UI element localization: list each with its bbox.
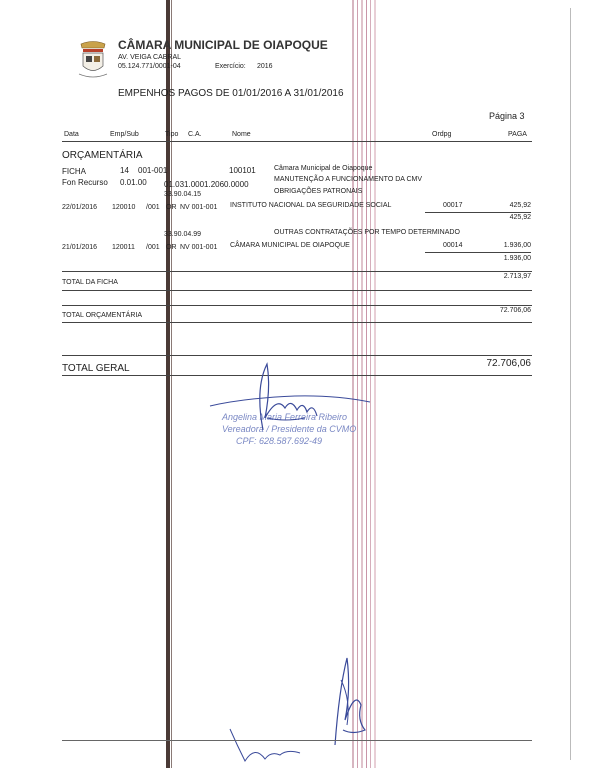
page-edge [570, 8, 571, 760]
subtotal-rule [425, 252, 531, 253]
unit-code: 100101 [229, 166, 256, 175]
binding-stripe-dark [166, 0, 170, 768]
institution-name: CÂMARA MUNICIPAL DE OIAPOQUE [118, 38, 328, 52]
col-data: Data [64, 131, 79, 138]
total-ficha-bottom-rule [62, 290, 532, 291]
row-date: 22/01/2016 [62, 204, 98, 211]
stamp-name: Angelina Maria Ferreira Ribeiro [222, 412, 348, 422]
row-emp: 120010 [112, 204, 136, 211]
footer-rule [62, 740, 532, 741]
total-geral-label: TOTAL GERAL [62, 363, 130, 374]
row-paga: 1.936,00 [503, 242, 531, 249]
coat-of-arms-icon [77, 40, 109, 80]
element-code: 33.90.04.15 [164, 191, 201, 198]
program-name: MANUTENÇÃO A FUNCIONAMENTO DA CMV [274, 176, 423, 183]
exercicio-value: 2016 [257, 63, 273, 70]
row-sub: /001 [146, 204, 160, 211]
row-tipo: OR [166, 244, 177, 251]
element-name: OBRIGAÇÕES PATRONAIS [274, 188, 363, 195]
initials-mark-bottom [225, 725, 305, 765]
subtotal-value: 425,92 [509, 214, 531, 221]
row-name: CÂMARA MUNICIPAL DE OIAPOQUE [230, 242, 350, 249]
total-geral-rule [62, 355, 532, 356]
total-orcamentaria-bottom-rule [62, 322, 532, 323]
row-ca: NV 001-001 [180, 244, 218, 251]
row-name: INSTITUTO NACIONAL DA SEGURIDADE SOCIAL [230, 202, 392, 209]
total-ficha-rule [62, 271, 532, 272]
row-ordpg: 00017 [443, 202, 463, 209]
total-ficha-value: 2.713,97 [503, 273, 531, 280]
col-nome: Nome [232, 131, 251, 138]
ficha-code: 001-001 [138, 166, 168, 175]
total-orcamentaria-rule [62, 305, 532, 306]
initials-mark [325, 650, 375, 750]
element-name: OUTRAS CONTRATAÇÕES POR TEMPO DETERMINADO [274, 229, 460, 236]
fon-recurso-value: 0.01.00 [120, 178, 147, 187]
cnpj: 05.124.771/0001-04 [118, 63, 181, 70]
ficha-number: 14 [120, 166, 129, 175]
row-sub: /001 [146, 244, 160, 251]
row-ca: NV 001-001 [180, 204, 218, 211]
col-emp-sub: Emp/Sub [110, 131, 139, 138]
fon-recurso-label: Fon Recurso [62, 178, 108, 187]
exercicio-label: Exercício: [215, 63, 246, 70]
row-emp: 120011 [112, 244, 135, 251]
page-number: Página 3 [489, 111, 525, 121]
col-tipo: Tipo [165, 131, 179, 138]
subtotal-rule [425, 212, 531, 213]
col-ca: C.A. [188, 131, 202, 138]
report-title: EMPENHOS PAGOS DE 01/01/2016 A 31/01/2016 [118, 88, 344, 99]
program-code: 01.031.0001.2060.0000 [164, 180, 249, 189]
section-title: ORÇAMENTÁRIA [62, 150, 143, 161]
row-tipo: OR [166, 204, 177, 211]
stamp-cpf: CPF: 628.587.692-49 [236, 436, 323, 446]
total-orcamentaria-label: TOTAL ORÇAMENTÁRIA [62, 312, 142, 319]
total-geral-value: 72.706,06 [486, 358, 531, 369]
stamp-role: Vereadora / Presidente da CVMO [222, 424, 357, 434]
signature-mark [205, 358, 375, 448]
subtotal-value: 1.936,00 [503, 255, 531, 262]
ficha-label: FICHA [62, 167, 86, 176]
col-paga: PAGA [508, 131, 527, 138]
row-paga: 425,92 [509, 202, 531, 209]
address: AV. VEIGA CABRAL [118, 54, 182, 61]
unit-name: Câmara Municipal de Oiapoque [274, 165, 373, 172]
total-ficha-label: TOTAL DA FICHA [62, 279, 118, 286]
row-date: 21/01/2016 [62, 244, 98, 251]
binding-stripe-dark-2 [171, 0, 172, 768]
row-ordpg: 00014 [443, 242, 463, 249]
col-ordpg: Ordpg [432, 131, 452, 138]
total-orcamentaria-value: 72.706,06 [499, 307, 531, 314]
element-code: 33.90.04.99 [164, 231, 201, 238]
header-rule [62, 141, 532, 142]
